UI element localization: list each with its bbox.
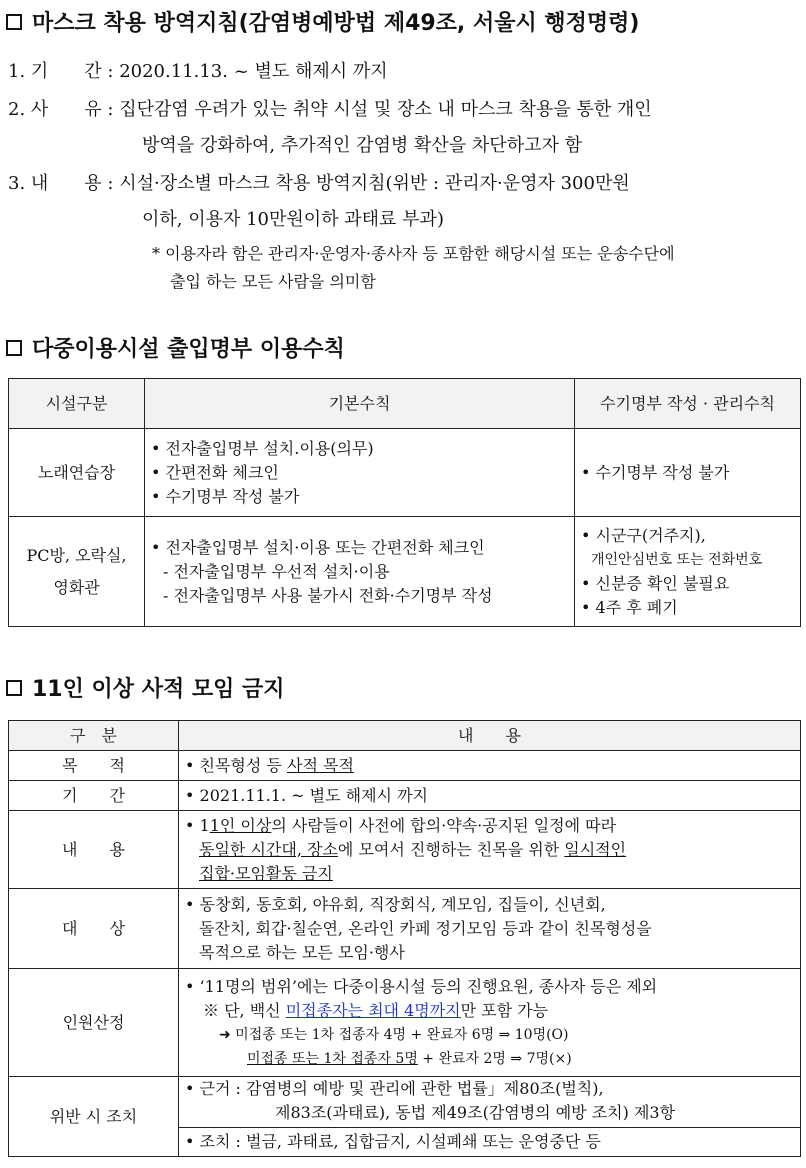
- content-l1-ul: 1인 이상: [209, 815, 272, 835]
- manual-cell: • 수기명부 작성 불가: [575, 429, 801, 517]
- purpose-underlined: 사적 목적: [286, 755, 354, 775]
- table-row: [9, 751, 801, 781]
- basic-cell: [145, 517, 575, 627]
- table-row: [9, 889, 801, 969]
- list-item: • 간편전화 체크인: [151, 462, 279, 482]
- list-item: • 전자출입명부 설치.이용(의무): [151, 438, 374, 458]
- count-line4: [185, 1047, 794, 1071]
- entry-log-table: [8, 378, 801, 627]
- content-label: 내 용: [9, 811, 179, 889]
- table-row: [9, 811, 801, 889]
- facility-cell: [9, 517, 145, 627]
- list-item: • 수기명부 작성 불가: [151, 486, 300, 506]
- section2-heading: [6, 332, 345, 363]
- table-row: [9, 781, 801, 811]
- header-content: 내 용: [179, 721, 801, 751]
- content-l3-ul: 집합·모임활동 금지: [199, 863, 333, 883]
- table-header-row: [9, 379, 801, 429]
- content-l1-pre: • 1: [185, 815, 210, 835]
- target-label: 대 상: [9, 889, 179, 969]
- section3-heading: [6, 672, 285, 703]
- content-l1-post: 의 사람들이 사전에 합의·약속·공지된 일정에 따라: [271, 815, 617, 835]
- reason-row: [8, 98, 652, 122]
- purpose-cell: [179, 751, 801, 781]
- content-l2-ul: 동일한 시간대, 장소: [199, 839, 338, 859]
- content-line2: 이하, 이용자 10만원이하 과태료 부과): [142, 209, 444, 230]
- content-l2-post: 에 모여서 진행하는 친목을 위한: [337, 839, 565, 859]
- checkbox-square-icon: [6, 14, 22, 30]
- note-line2: 출입 하는 모든 사람을 의미함: [170, 272, 376, 291]
- content-row: [8, 172, 630, 196]
- content-line3: [185, 862, 794, 886]
- target-line3: 목적으로 하는 모든 모임·행사: [199, 942, 405, 962]
- target-line2: 돌잔치, 회갑·칠순연, 온라인 카페 정기모임 등과 같이 친목형성을: [199, 918, 652, 938]
- count-l4-ul: 미접종 또는 1차 접종자 5명: [247, 1050, 418, 1067]
- note-line1: * 이용자라 함은 관리자·운영자·종사자 등 포함한 해당시설 또는 운송수단에: [152, 244, 675, 263]
- count-line1: • ‘11명의 범위’에는 다중이용시설 등의 진행요원, 종사자 등은 제외: [185, 976, 658, 996]
- list-item: • 시군구(거주지),: [581, 525, 706, 545]
- reason-label: 2. 사 유 :: [8, 99, 114, 120]
- table-row: [9, 969, 801, 1077]
- period-label: 기 간: [9, 781, 179, 811]
- violation-line2: 제83조(과태료), 동법 제49조(감염병의 예방 조치) 제3항: [275, 1103, 676, 1122]
- list-item: • 신분증 확인 불필요: [581, 573, 730, 593]
- gathering-ban-table: [8, 720, 801, 1157]
- facility-line2: 영화관: [53, 577, 100, 597]
- target-cell: [179, 889, 801, 969]
- content-line2: [185, 838, 794, 862]
- section1-heading: [6, 6, 639, 37]
- count-line3: ➜ 미접종 또는 1차 접종자 4명 + 완료자 6명 ⇒ 10명(O): [219, 1026, 569, 1043]
- list-item: • 전자출입명부 설치·이용 또는 간편전화 체크인: [151, 537, 485, 557]
- list-item: • 4주 후 폐기: [581, 597, 678, 617]
- count-label: 인원산정: [9, 969, 179, 1077]
- list-item: 개인안심번호 또는 전화번호: [591, 551, 763, 568]
- header-manual: 수기명부 작성 · 관리수칙: [575, 379, 801, 429]
- content-line1: [185, 814, 794, 838]
- checkbox-square-icon: [6, 680, 22, 696]
- violation-label: 위반 시 조치: [9, 1077, 179, 1157]
- checkbox-square-icon: [6, 340, 22, 356]
- section1-title: 마스크 착용 방역지침(감염병예방법 제49조, 서울시 행정명령): [32, 11, 640, 36]
- basic-cell: [145, 429, 575, 517]
- period-cell: • 2021.11.1. ~ 별도 해제시 까지: [179, 781, 801, 811]
- header-facility: 시설구분: [9, 379, 145, 429]
- purpose-label: 목 적: [9, 751, 179, 781]
- content-label: 3. 내 용 :: [8, 173, 114, 194]
- count-l2-post: 만 포함 가능: [460, 1000, 549, 1020]
- section2-title: 다중이용시설 출입명부 이용수칙: [32, 337, 345, 362]
- violation-line1: • 근거 : 감염병의 예방 및 관리에 관한 법률」제80조(벌칙),: [185, 1079, 604, 1098]
- count-l2-pre: ※ 단, 백신: [203, 1000, 286, 1020]
- list-item: - 전자출입명부 사용 불가시 전화·수기명부 작성: [163, 585, 493, 605]
- period-label: 1. 기 간 :: [8, 61, 114, 82]
- purpose-pre: • 친목형성 등: [185, 755, 287, 775]
- header-category: 구 분: [9, 721, 179, 751]
- facility-line1: PC방, 오락실,: [26, 545, 127, 565]
- violation-line3: • 조치 : 벌금, 과태료, 집합금지, 시설폐쇄 또는 운영중단 등: [179, 1127, 800, 1156]
- table-row: [9, 429, 801, 517]
- header-basic: 기본수칙: [145, 379, 575, 429]
- reason-line1: 집단감염 우려가 있는 취약 시설 및 장소 내 마스크 착용을 통한 개인: [119, 99, 652, 120]
- section3-title: 11인 이상 사적 모임 금지: [32, 677, 285, 702]
- table-header-row: [9, 721, 801, 751]
- table-row: [9, 517, 801, 627]
- count-cell: [179, 969, 801, 1077]
- violation-cell: [179, 1077, 801, 1157]
- count-l4-post: + 완료자 2명 ⇒ 7명(×): [417, 1050, 572, 1067]
- list-item: - 전자출입명부 우선적 설치·이용: [163, 561, 390, 581]
- manual-cell: [575, 517, 801, 627]
- period-row: [8, 60, 388, 84]
- table-row: [9, 1077, 801, 1157]
- content-l2-ul2: 일시적인: [564, 839, 627, 859]
- content-cell: [179, 811, 801, 889]
- target-line1: • 동창회, 동호회, 야유회, 직장회식, 계모임, 집들이, 신년회,: [185, 894, 606, 914]
- count-line2: [185, 999, 794, 1023]
- period-value: 2020.11.13. ~ 별도 해제시 까지: [119, 61, 388, 82]
- content-line1: 시설·장소별 마스크 착용 방역지침(위반 : 관리자·운영자 300만원: [119, 173, 630, 194]
- count-l2-highlight: 미접종자는 최대 4명까지: [285, 1000, 461, 1020]
- reason-line2: 방역을 강화하여, 추가적인 감염병 확산을 차단하고자 함: [142, 135, 582, 156]
- facility-cell: 노래연습장: [9, 429, 145, 517]
